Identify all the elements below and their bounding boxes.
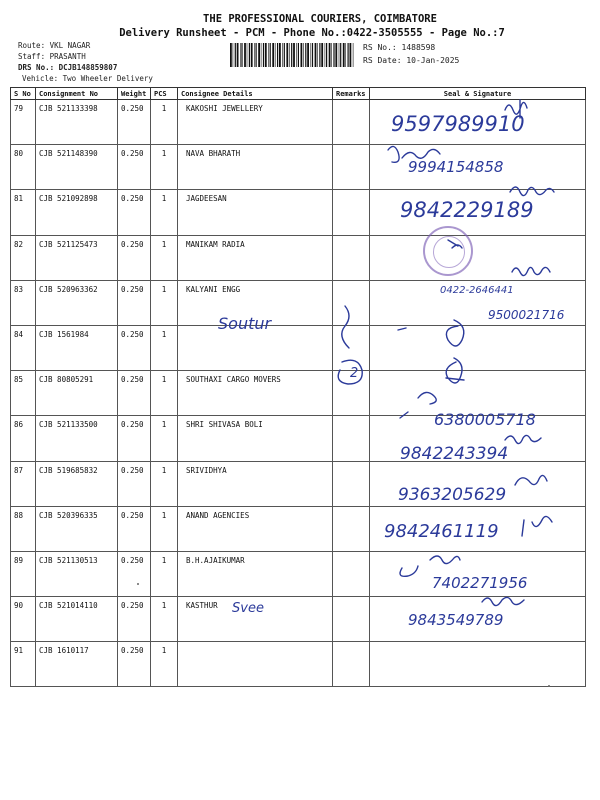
col-consignee-header: Consignee Details	[178, 88, 333, 100]
cell-sno: 79	[11, 100, 36, 145]
handwritten-phone-87: 9842243394	[400, 444, 509, 464]
col-sno-header: S No	[11, 88, 36, 100]
cell-pcs: 1	[151, 235, 178, 280]
cell-consignment-no: CJB 521148390	[36, 145, 118, 190]
scan-dot-icon	[137, 583, 139, 585]
handwritten-consignee-84: Soutur	[218, 314, 272, 333]
vehicle-label: Vehicle: Two Wheeler Delivery	[22, 74, 153, 83]
cell-sno: 88	[11, 506, 36, 551]
cell-weight: 0.250	[118, 416, 151, 461]
cell-consignee: KASTHUR	[178, 597, 333, 642]
cell-consignee: ANAND AGENCIES	[178, 506, 333, 551]
handwritten-phone-81: 9842229189	[400, 198, 534, 222]
col-weight-header: Weight	[118, 88, 151, 100]
handwritten-phone-83: 0422-2646441	[440, 285, 514, 296]
cell-consignment-no: CJB 520963362	[36, 280, 118, 325]
cell-pcs: 1	[151, 145, 178, 190]
cell-sno: 90	[11, 597, 36, 642]
rs-date: RS Date: 10-Jan-2025	[363, 56, 460, 65]
cell-consignee: B.H.AJAIKUMAR	[178, 551, 333, 596]
cell-weight: 0.250	[118, 461, 151, 506]
cell-pcs: 1	[151, 597, 178, 642]
cell-pcs: 1	[151, 280, 178, 325]
handwritten-phone-91: 9843549789	[408, 611, 504, 629]
cell-weight: 0.250	[118, 325, 151, 370]
cell-weight: 0.250	[118, 235, 151, 280]
cell-consignee: JAGDEESAN	[178, 190, 333, 235]
cell-weight: 0.250	[118, 371, 151, 416]
col-consignment-header: Consignment No	[36, 88, 118, 100]
cell-pcs: 1	[151, 100, 178, 145]
cell-consignee: NAVA BHARATH	[178, 145, 333, 190]
staff-label: Staff: PRASANTH	[18, 52, 86, 61]
cell-weight: 0.250	[118, 100, 151, 145]
cell-consignment-no: CJB 521133500	[36, 416, 118, 461]
cell-consignment-no: CJB 521133398	[36, 100, 118, 145]
handwritten-consignee-91: Svee	[232, 601, 264, 616]
route-label: Route: VKL NAGAR	[18, 41, 91, 50]
col-remarks-header: Remarks	[333, 88, 370, 100]
drs-number: DRS No.: DCJB148859807	[18, 63, 118, 72]
cell-consignment-no: CJB 1610117	[36, 642, 118, 687]
cell-consignment-no: CJB 521014110	[36, 597, 118, 642]
handwritten-phone-90: 7402271956	[432, 574, 528, 592]
handwritten-phone-86: 6380005718	[434, 410, 536, 429]
col-signature-header: Seal & Signature	[370, 88, 586, 100]
cell-weight: 0.250	[118, 280, 151, 325]
cell-consignment-no: CJB 80805291	[36, 371, 118, 416]
cell-consignee: KALYANI ENGG	[178, 280, 333, 325]
cell-sno: 81	[11, 190, 36, 235]
cell-consignment-no: CJB 519685832	[36, 461, 118, 506]
cell-sno: 85	[11, 371, 36, 416]
cell-pcs: 1	[151, 461, 178, 506]
cell-sno: 82	[11, 235, 36, 280]
cell-weight: 0.250	[118, 145, 151, 190]
cell-consignment-no: CJB 521092898	[36, 190, 118, 235]
cell-consignee: MANIKAM RADIA	[178, 235, 333, 280]
cell-weight: 0.250	[118, 642, 151, 687]
cell-pcs: 1	[151, 551, 178, 596]
cell-sno: 89	[11, 551, 36, 596]
cell-consignment-no: CJB 521130513	[36, 551, 118, 596]
cell-sno: 80	[11, 145, 36, 190]
handwritten-phone-80: 9994154858	[408, 158, 504, 176]
handwritten-phone-88: 9363205629	[398, 485, 507, 505]
cell-sno: 83	[11, 280, 36, 325]
handwritten-phone-84: 9500021716	[488, 308, 565, 322]
cell-pcs: 1	[151, 325, 178, 370]
cell-consignment-no: CJB 520396335	[36, 506, 118, 551]
rs-number: RS No.: 1488598	[363, 43, 436, 52]
cell-consignee: SRIVIDHYA	[178, 461, 333, 506]
handwritten-remark-85: 2	[350, 366, 359, 381]
cell-weight: 0.250	[118, 190, 151, 235]
cell-weight: 0.250	[118, 597, 151, 642]
scan-dot-icon	[548, 685, 550, 687]
cell-weight: 0.250	[118, 551, 151, 596]
company-title: THE PROFESSIONAL COURIERS, COIMBATORE	[203, 13, 437, 25]
cell-consignee: KAKOSHI JEWELLERY	[178, 100, 333, 145]
cell-pcs: 1	[151, 416, 178, 461]
cell-pcs: 1	[151, 506, 178, 551]
col-pcs-header: PCS	[151, 88, 178, 100]
runsheet-subtitle: Delivery Runsheet - PCM - Phone No.:0422-3505555 - Page No.:7	[119, 27, 505, 39]
cell-consignee: SHRI SHIVASA BOLI	[178, 416, 333, 461]
cell-sno: 86	[11, 416, 36, 461]
cell-consignee: SOUTHAXI CARGO MOVERS	[178, 371, 333, 416]
cell-weight: 0.250	[118, 506, 151, 551]
cell-pcs: 1	[151, 371, 178, 416]
cell-consignment-no: CJB 1561984	[36, 325, 118, 370]
cell-sno: 91	[11, 642, 36, 687]
cell-consignment-no: CJB 521125473	[36, 235, 118, 280]
cell-pcs: 1	[151, 642, 178, 687]
handwritten-phone-89: 9842461119	[384, 521, 499, 542]
handwritten-phone-79: 9597989910	[391, 112, 525, 136]
cell-sno: 87	[11, 461, 36, 506]
cell-pcs: 1	[151, 190, 178, 235]
cell-sno: 84	[11, 325, 36, 370]
stamp-inner-icon	[433, 236, 465, 268]
